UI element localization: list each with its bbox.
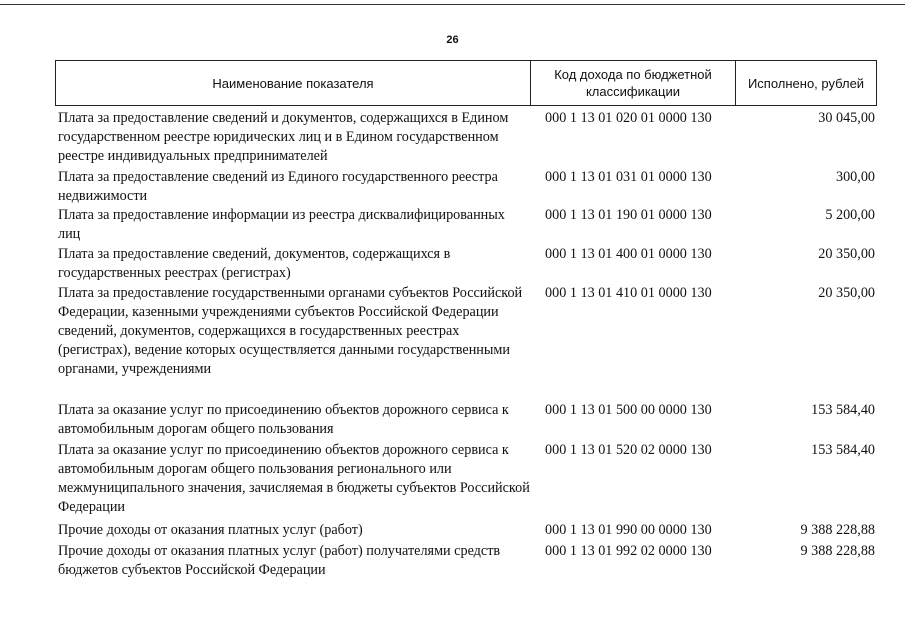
row-name: Плата за предоставление сведений, документов, содержащихся в государственных реестрах (регистрах) <box>58 246 451 281</box>
page-number: 26 <box>446 34 459 46</box>
row-name: Плата за оказание услуг по присоединению объектов дорожного сервиса к автомобильным дорогам общего пользования <box>58 402 509 437</box>
row-name: Плата за предоставление сведений из Единого государственного реестра недвижимости <box>58 169 498 204</box>
row-code: 000 1 13 01 990 00 0000 130 <box>545 522 712 538</box>
row-code: 000 1 13 01 190 01 0000 130 <box>545 207 712 223</box>
row-amount: 153 584,40 <box>811 402 875 418</box>
row-name: Прочие доходы от оказания платных услуг (работ) <box>58 522 363 538</box>
row-amount: 153 584,40 <box>811 442 875 458</box>
row-code: 000 1 13 01 500 00 0000 130 <box>545 402 712 418</box>
row-amount: 9 388 228,88 <box>800 543 875 559</box>
header-amount: Исполнено, рублей <box>747 75 865 91</box>
row-code: 000 1 13 01 031 01 0000 130 <box>545 169 712 185</box>
row-code: 000 1 13 01 992 02 0000 130 <box>545 543 712 559</box>
row-name: Плата за предоставление сведений и документов, содержащихся в Едином государственном реестре юридических лиц и в Едином государственном реестре индивидуальных предпринимателей <box>58 110 509 164</box>
row-amount: 30 045,00 <box>818 110 875 126</box>
row-name: Прочие доходы от оказания платных услуг (работ) получателями средств бюджетов субъектов Российской Федерации <box>58 543 501 578</box>
page-top-border <box>0 4 905 5</box>
row-code: 000 1 13 01 410 01 0000 130 <box>545 285 712 301</box>
header-code: Код дохода по бюджетной классификации <box>531 61 736 105</box>
row-code: 000 1 13 01 020 01 0000 130 <box>545 110 712 126</box>
table-header <box>55 60 877 106</box>
row-amount: 300,00 <box>835 169 875 185</box>
row-name: Плата за предоставление государственными органами субъектов Российской Федерации, казенными учреждениями субъектов Российской Федерации сведений, документов, содержащихся в государственных реестрах (регистрах), ведение которых осуществляется данными государственными органами, учреждениями <box>58 285 523 377</box>
row-code: 000 1 13 01 520 02 0000 130 <box>545 442 712 458</box>
header-name: Наименование показателя <box>56 61 531 105</box>
row-name: Плата за оказание услуг по присоединению объектов дорожного сервиса к автомобильным дорогам общего пользования регионального или межмуниципального значения, зачисляемая в бюджеты субъектов Российской Федерации <box>58 442 530 515</box>
row-name: Плата за предоставление информации из реестра дисквалифицированных лиц <box>58 207 505 242</box>
row-code: 000 1 13 01 400 01 0000 130 <box>545 246 712 262</box>
row-amount: 9 388 228,88 <box>800 522 875 538</box>
row-amount: 20 350,00 <box>818 285 875 301</box>
row-amount: 5 200,00 <box>825 207 875 223</box>
row-amount: 20 350,00 <box>818 246 875 262</box>
